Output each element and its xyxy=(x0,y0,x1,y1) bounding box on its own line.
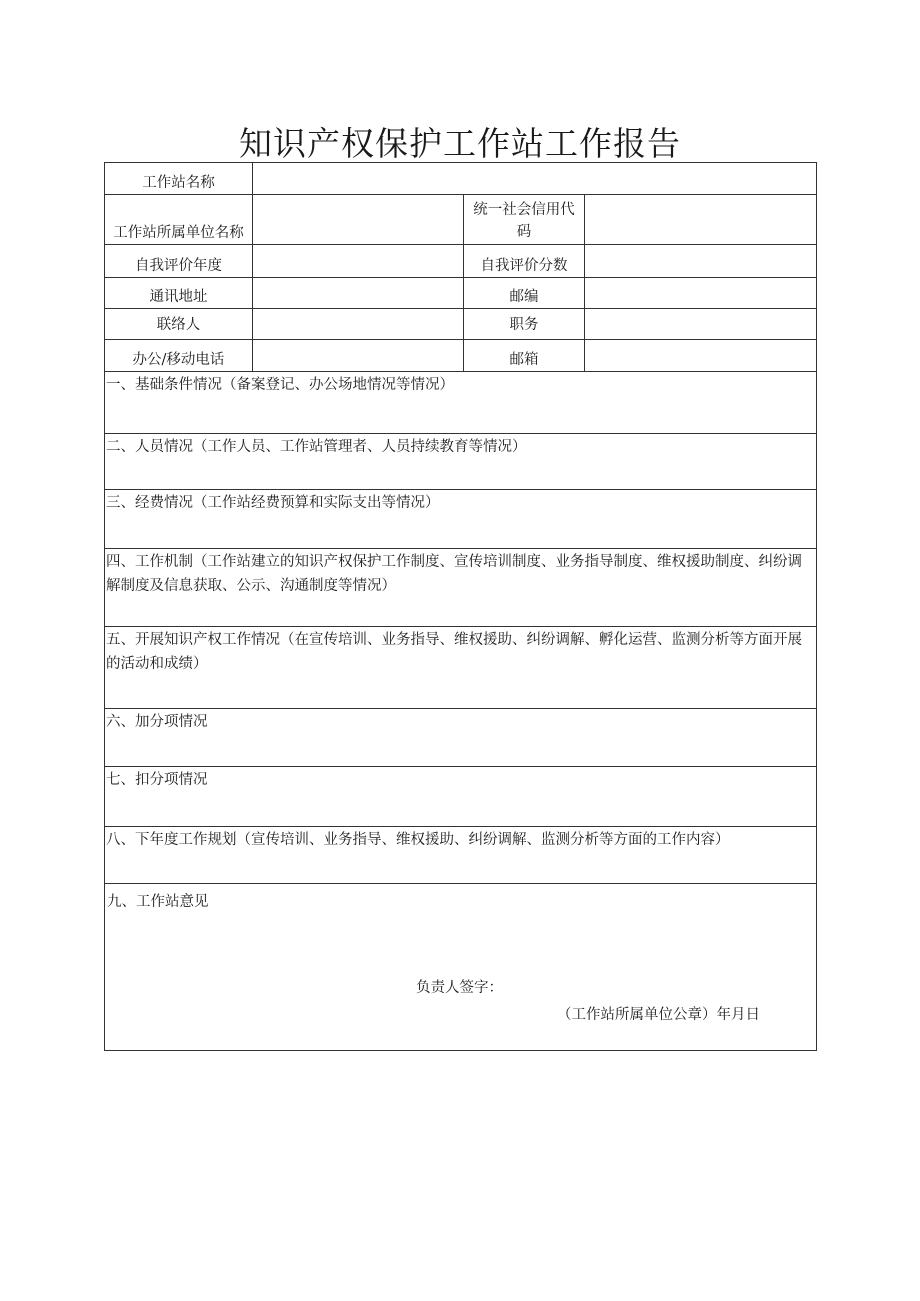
postcode-label: 邮编 xyxy=(464,278,585,309)
station-name-label: 工作站名称 xyxy=(105,163,253,195)
section-8-title: 八、下年度工作规划（宣传培训、业务指导、维权援助、纠纷调解、监测分析等方面的工作内容） xyxy=(105,827,817,884)
station-name-field[interactable] xyxy=(253,163,817,195)
email-field[interactable] xyxy=(585,340,817,372)
page-title: 知识产权保护工作站工作报告 xyxy=(239,124,681,163)
address-label: 通讯地址 xyxy=(105,278,253,309)
section-9-title: 九、工作站意见 xyxy=(107,894,209,910)
section-basic-conditions[interactable] xyxy=(105,372,817,434)
position-label: 职务 xyxy=(464,309,585,340)
section-2-title: 二、人员情况（工作人员、工作站管理者、人员持续教育等情况） xyxy=(105,434,817,490)
section-station-opinion[interactable] xyxy=(105,884,817,1051)
unit-name-label: 工作站所属单位名称 xyxy=(105,195,253,245)
section-mechanism[interactable] xyxy=(105,549,817,627)
eval-year-label: 自我评价年度 xyxy=(105,245,253,278)
row-phone xyxy=(105,340,817,372)
eval-score-label: 自我评价分数 xyxy=(464,245,585,278)
section-funding[interactable] xyxy=(105,490,817,549)
signer-label: 负责人签字： xyxy=(416,980,503,996)
section-4-title: 四、工作机制（工作站建立的知识产权保护工作制度、宣传培训制度、业务指导制度、维权援助制度、纠纷调解制度及信息获取、公示、沟通制度等情况） xyxy=(105,549,817,627)
section-bonus[interactable] xyxy=(105,709,817,767)
section-next-year-plan[interactable] xyxy=(105,827,817,884)
position-field[interactable] xyxy=(585,309,817,340)
address-field[interactable] xyxy=(253,278,464,309)
section-5-title: 五、开展知识产权工作情况（在宣传培训、业务指导、维权援助、纠纷调解、孵化运营、监测分析等方面开展的活动和成绩） xyxy=(105,627,817,709)
row-eval xyxy=(105,245,817,278)
section-ip-work[interactable] xyxy=(105,627,817,709)
section-7-title: 七、扣分项情况 xyxy=(105,767,817,827)
row-station-name xyxy=(105,163,817,195)
row-unit-name xyxy=(105,195,817,245)
station-opinion-cell xyxy=(105,884,817,1051)
unit-name-field[interactable] xyxy=(253,195,464,245)
credit-code-field[interactable] xyxy=(585,195,817,245)
section-6-title: 六、加分项情况 xyxy=(105,709,817,767)
contact-field[interactable] xyxy=(253,309,464,340)
postcode-field[interactable] xyxy=(585,278,817,309)
eval-year-field[interactable] xyxy=(253,245,464,278)
phone-field[interactable] xyxy=(253,340,464,372)
eval-score-field[interactable] xyxy=(585,245,817,278)
section-3-title: 三、经费情况（工作站经费预算和实际支出等情况） xyxy=(105,490,817,549)
seal-date-line: （工作站所属单位公章）年月日 xyxy=(557,1007,760,1023)
row-address xyxy=(105,278,817,309)
contact-label: 联络人 xyxy=(105,309,253,340)
section-personnel[interactable] xyxy=(105,434,817,490)
row-contact xyxy=(105,309,817,340)
section-deduction[interactable] xyxy=(105,767,817,827)
report-form-table xyxy=(104,162,817,1051)
section-1-title: 一、基础条件情况（备案登记、办公场地情况等情况） xyxy=(105,372,817,434)
email-label: 邮箱 xyxy=(464,340,585,372)
credit-code-label: 统一社会信用代码 xyxy=(464,195,585,245)
phone-label: 办公/移动电话 xyxy=(105,340,253,372)
